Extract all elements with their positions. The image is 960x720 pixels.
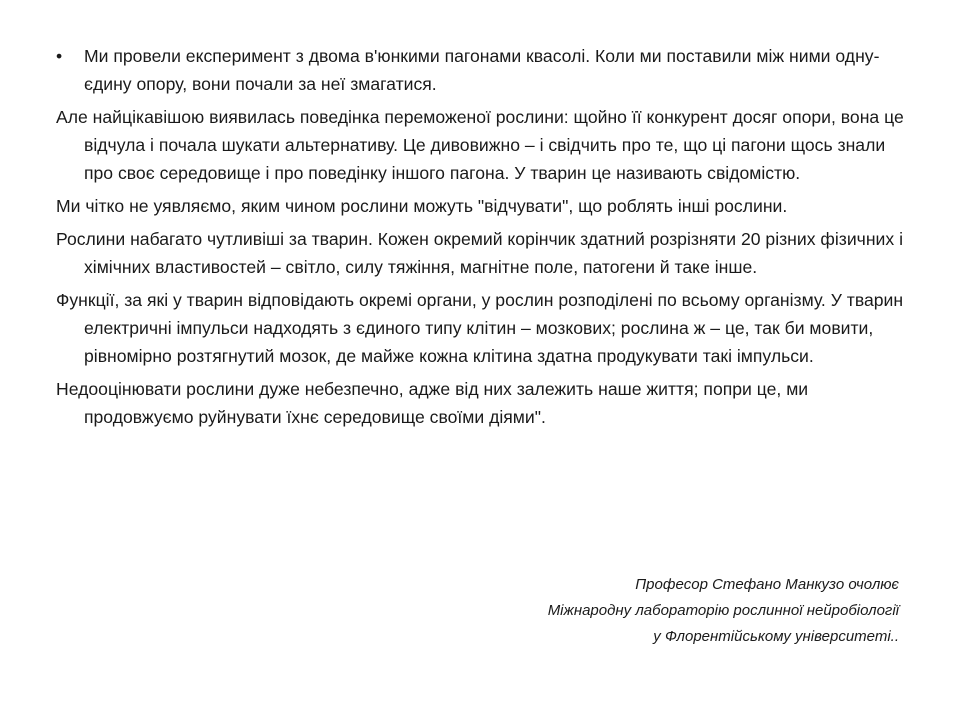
quote-paragraph-2: Але найцікавішою виявилась поведінка переможеної рослини: щойно її конкурент досяг опори, вона це відчула і почала шукати альтернативу. Це дивовижно – і свідчить про те, що ці пагони щось знали про своє середовище і про поведінку іншого пагона. У тварин це називають свідомістю. bbox=[56, 107, 904, 183]
quote-paragraph-6: Недооцінювати рослини дуже небезпечно, адже від них залежить наше життя; попри це, ми продовжуємо руйнувати їхнє середовище своїми діями". bbox=[56, 379, 809, 427]
slide-body bbox=[56, 42, 916, 436]
paragraph-text: Ми провели експеримент з двома в'юнкими пагонами квасолі. Коли ми поставили між ними одну-єдину опору, вони почали за неї змагатися. bbox=[84, 46, 880, 94]
author-signature bbox=[548, 572, 899, 650]
quote-paragraph-4: Рослини набагато чутливіші за тварин. Кожен окремий корінчик здатний розрізняти 20 різних фізичних і хімічних властивостей – світло, силу тяжіння, магнітне поле, патогени й таке інше. bbox=[56, 229, 903, 277]
signature-line-1: Професор Стефано Манкузо очолює bbox=[635, 576, 899, 593]
quote-paragraph-1 bbox=[56, 42, 916, 98]
quote-paragraph-5: Функції, за які у тварин відповідають окремі органи, у рослин розподілені по всьому організму. У тварин електричні імпульси надходять з єдиного типу клітин – мозкових; рослина ж – це, так би мовити, рівномірно розтягнутий мозок, де майже кожна клітина здатна продукувати такі імпульси. bbox=[56, 290, 904, 366]
signature-line-2: Міжнародну лабораторію рослинної нейробіології bbox=[547, 602, 899, 619]
bullet-icon: • bbox=[56, 46, 63, 66]
quote-paragraph-3: Ми чітко не уявляємо, яким чином рослини можуть "відчувати", що роблять інші рослини. bbox=[56, 196, 788, 216]
signature-line-3: у Флорентійському університеті.. bbox=[653, 628, 899, 645]
